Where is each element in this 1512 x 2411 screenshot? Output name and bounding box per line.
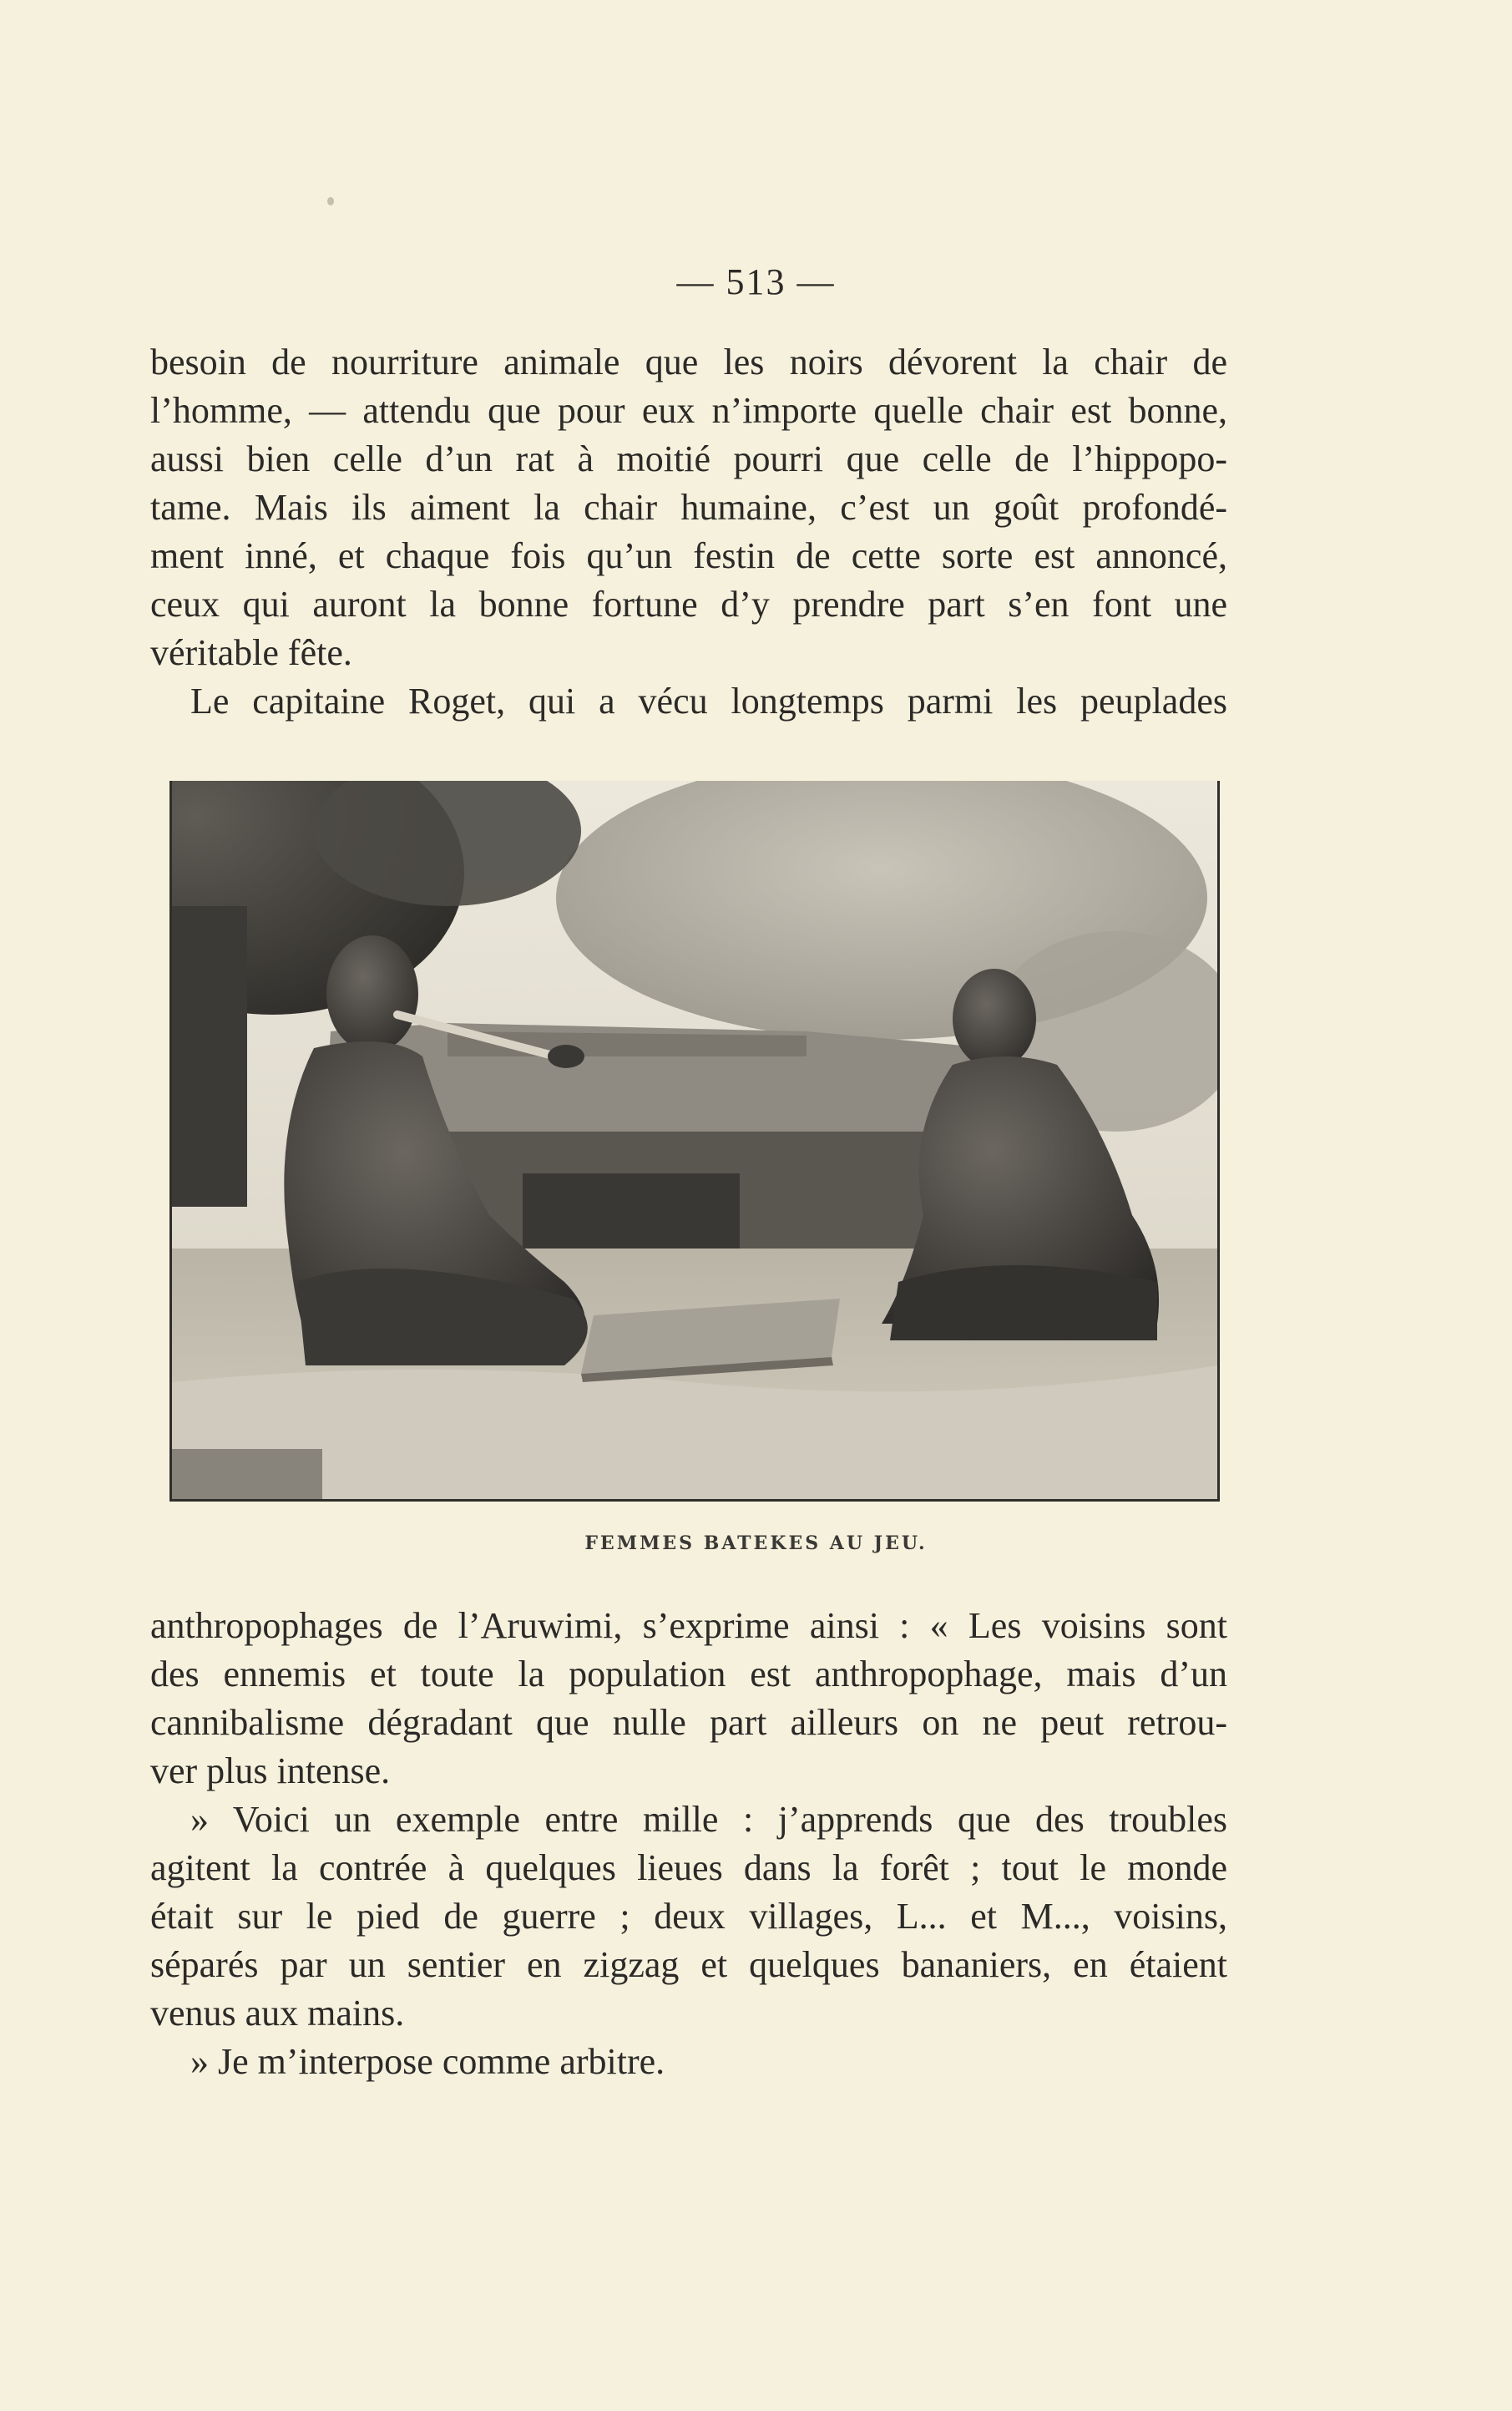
text-line: séparés par un sentier en zigzag et quelques bananiers, en étaient — [150, 1944, 1227, 1985]
page-number: — 513 — — [676, 261, 836, 302]
text-line: besoin de nourriture animale que les noirs dévorent la chair de — [150, 342, 1227, 382]
text-line: véritable fête. — [150, 632, 352, 673]
text-line: Le capitaine Roget, qui a vécu longtemps parmi les peuplades — [190, 681, 1227, 722]
text-line: tame. Mais ils aiment la chair humaine, c’est un goût profondé- — [150, 487, 1227, 528]
text-line: l’homme, — attendu que pour eux n’importe quelle chair est bonne, — [150, 390, 1227, 431]
text-line: venus aux mains. — [150, 1993, 405, 2034]
text-line: ment inné, et chaque fois qu’un festin de cette sorte est annoncé, — [150, 535, 1227, 576]
text-line: cannibalisme dégradant que nulle part ailleurs on ne peut retrou- — [150, 1702, 1227, 1743]
text-line: ver plus intense. — [150, 1750, 391, 1791]
paper-speck — [327, 197, 334, 205]
text-line: était sur le pied de guerre ; deux villages, L... et M..., voisins, — [150, 1896, 1227, 1937]
text-line: » Voici un exemple entre mille : j’apprends que des troubles — [190, 1799, 1227, 1840]
figure-caption: FEMMES BATEKES AU JEU. — [584, 1532, 928, 1554]
text-line: » Je m’interpose comme arbitre. — [190, 2041, 665, 2082]
photograph — [169, 781, 1220, 1502]
text-block-top — [150, 338, 1227, 726]
text-line: anthropophages de l’Aruwimi, s’exprime ainsi : « Les voisins sont — [150, 1605, 1227, 1646]
text-line: agitent la contrée à quelques lieues dans la forêt ; tout le monde — [150, 1847, 1227, 1888]
text-block-bottom — [150, 1602, 1227, 2086]
text-line: ceux qui auront la bonne fortune d’y prendre part s’en font une — [150, 584, 1227, 625]
text-line: des ennemis et toute la population est anthropophage, mais d’un — [150, 1654, 1227, 1694]
text-line: aussi bien celle d’un rat à moitié pourri que celle de l’hippopo- — [150, 438, 1227, 479]
